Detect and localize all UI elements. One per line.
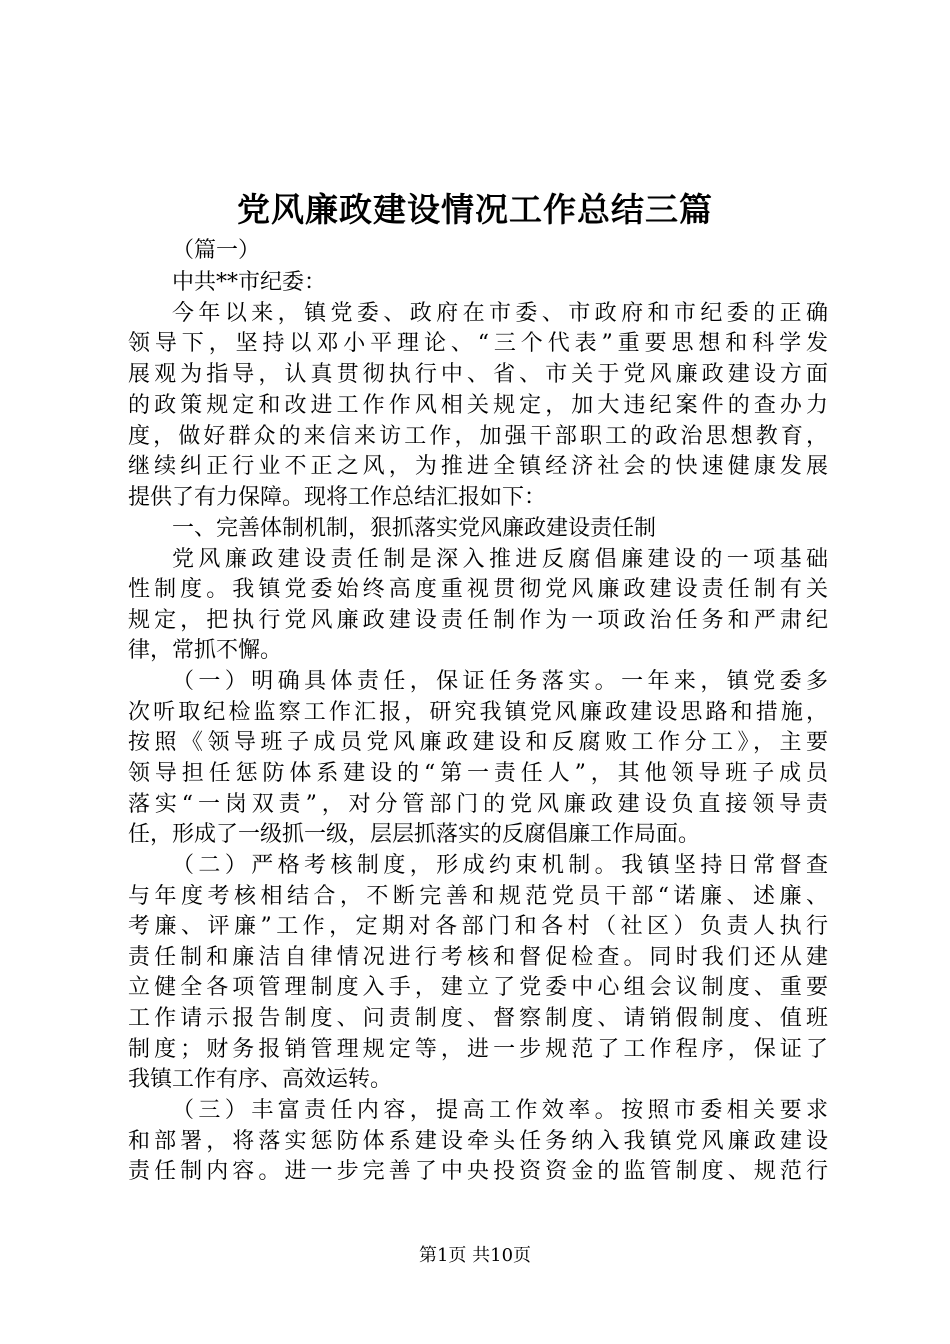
sub1-line: 落实“一岗双责”，对分管部门的党风廉政建设负直接领导责 — [128, 792, 828, 817]
sub2-line: （二）严格考核制度，形成约束机制。我镇坚持日常督查 — [172, 853, 828, 878]
intro-line: 今年以来，镇党委、政府在市委、市政府和市纪委的正确 — [172, 301, 828, 326]
sub1-line: （一）明确具体责任，保证任务落实。一年来，镇党委多 — [172, 669, 828, 694]
document-title: 党风廉政建设情况工作总结三篇 — [237, 190, 713, 229]
intro-line: 展观为指导，认真贯彻执行中、省、市关于党风廉政建设方面 — [128, 362, 828, 387]
sub1-line: 次听取纪检监察工作汇报，研究我镇党风廉政建设思路和措施， — [128, 700, 828, 725]
section1-line: 规定，把执行党风廉政建设责任制作为一项政治任务和严肃纪 — [128, 608, 828, 633]
intro-line: 提供了有力保障。现将工作总结汇报如下： — [128, 485, 547, 510]
intro-line: 领导下，坚持以邓小平理论、“三个代表”重要思想和科学发 — [128, 331, 828, 356]
sub2-line: 责任制和廉洁自律情况进行考核和督促检查。同时我们还从建 — [128, 945, 828, 970]
sub2-line: 制度；财务报销管理规定等，进一步规范了工作程序，保证了 — [128, 1037, 828, 1062]
sub1-line: 任，形成了一级抓一级，层层抓落实的反腐倡廉工作局面。 — [128, 822, 701, 847]
intro-line: 继续纠正行业不正之风，为推进全镇经济社会的快速健康发展 — [128, 454, 828, 479]
sub3-line: 责任制内容。进一步完善了中央投资资金的监管制度、规范行 — [128, 1159, 828, 1184]
sub2-line: 工作请示报告制度、问责制度、督察制度、请销假制度、值班 — [128, 1006, 828, 1031]
section1-line: 性制度。我镇党委始终高度重视贯彻党风廉政建设责任制有关 — [128, 577, 828, 602]
sub1-line: 按照《领导班子成员党风廉政建设和反腐败工作分工》，主要 — [128, 730, 828, 755]
sub2-line: 与年度考核相结合，不断完善和规范党员干部“诺廉、述廉、 — [128, 884, 828, 909]
sub3-line: 和部署，将落实惩防体系建设牵头任务纳入我镇党风廉政建设 — [128, 1129, 828, 1154]
part-label: （篇一） — [172, 238, 261, 263]
intro-line: 度，做好群众的来信来访工作，加强干部职工的政治思想教育， — [128, 424, 828, 449]
section1-line: 律，常抓不懈。 — [128, 638, 283, 663]
sub2-line: 立健全各项管理制度入手，建立了党委中心组会议制度、重要 — [128, 975, 828, 1000]
intro-line: 的政策规定和改进工作作风相关规定，加大违纪案件的查办力 — [128, 393, 828, 418]
section1-line: 党风廉政建设责任制是深入推进反腐倡廉建设的一项基础 — [172, 547, 828, 572]
sub1-line: 领导担任惩防体系建设的“第一责任人”，其他领导班子成员 — [128, 761, 828, 786]
sub3-line: （三）丰富责任内容，提高工作效率。按照市委相关要求 — [172, 1098, 828, 1123]
section-heading: 一、完善体制机制，狠抓落实党风廉政建设责任制 — [172, 516, 657, 541]
salutation: 中共**市纪委： — [172, 270, 327, 295]
sub2-line: 考廉、评廉”工作，定期对各部门和各村（社区）负责人执行 — [128, 914, 828, 939]
sub2-line: 我镇工作有序、高效运转。 — [128, 1067, 393, 1092]
page-footer: 第1页 共10页 — [418, 1245, 532, 1266]
